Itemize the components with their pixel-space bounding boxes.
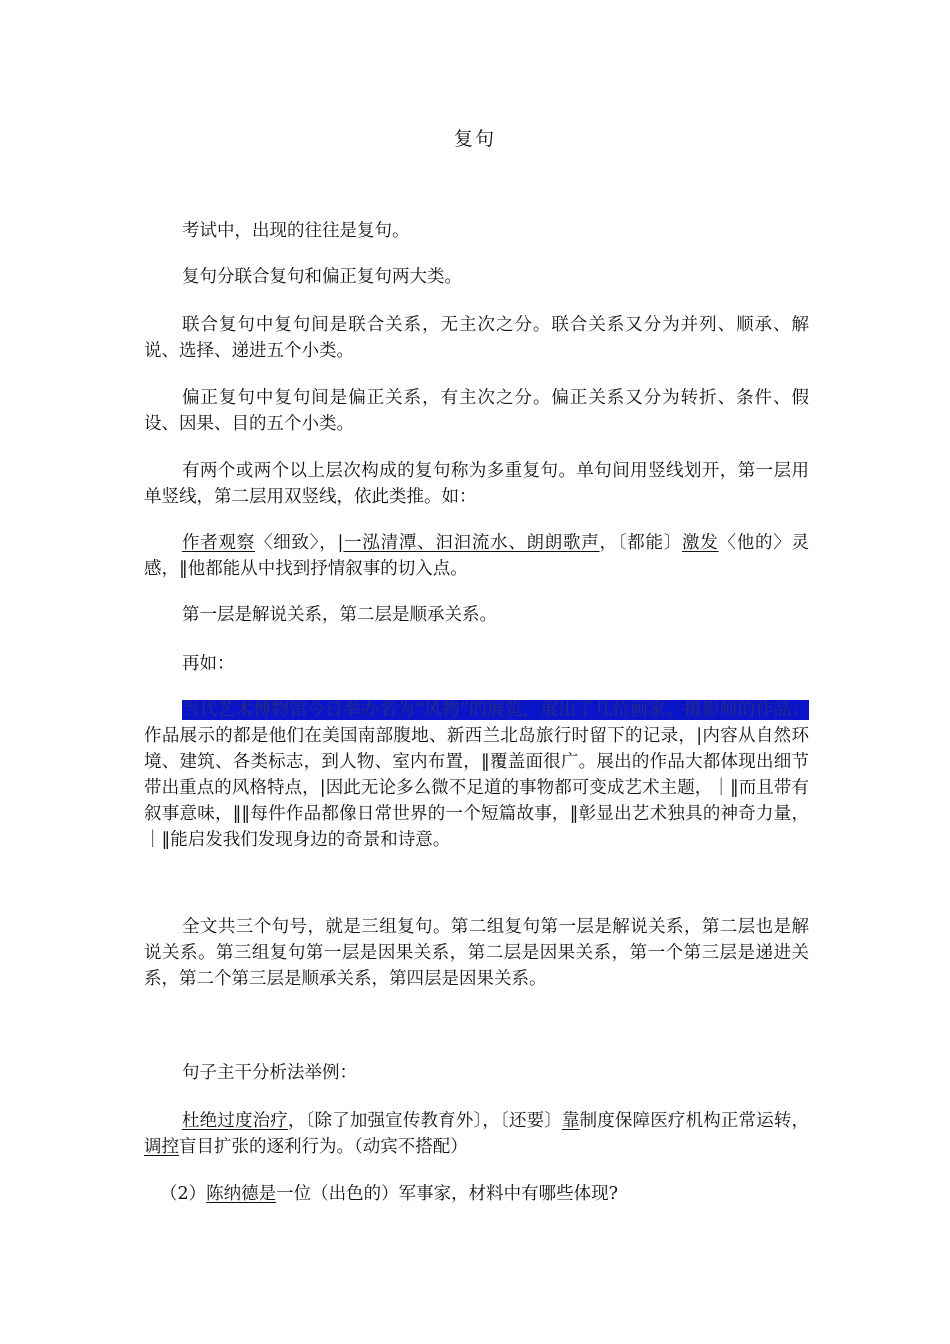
paragraph-analysis-1: 第一层是解说关系，第二层是顺承关系。	[182, 605, 497, 625]
paragraph-multi-level: 有两个或两个以上层次构成的复句称为多重复句。单句间用竖线划开，第一层用单竖线，第二层用双竖线，依此类推。如：	[144, 461, 809, 507]
page-title: 复句	[453, 128, 496, 150]
subject-underline: 陈纳德是	[206, 1184, 277, 1204]
example-sentence-3: 杜绝过度治疗，〔除了加强宣传教育外〕，〔还要〕靠制度保障医疗机构正常运转，调控盲目扩张的逐利行为。（动宾不搭配）	[144, 1111, 810, 1157]
predicate-underline: 激发	[682, 533, 719, 553]
example-sentence-1: 作者观察〈细致〉，|一泓清潭、汩汩流水、朗朗歌声，〔都能〕激发〈他的〉灵感，‖他都能从中找到抒情叙事的切入点。	[144, 533, 810, 579]
subject-underline: 一泓清潭、汩汩流水、朗朗歌声	[343, 533, 600, 553]
paragraph-analysis-2: 全文共三个句号，就是三组复句。第二组复句第一层是解说关系，第二层也是解说关系。第三组复句第一层是因果关系，第二层是因果关系，第一个第三层是递进关系，第二个第三层是顺承关系，第四层是因果关系。	[144, 917, 809, 989]
paragraph-categories: 复句分联合复句和偏正复句两大类。	[182, 267, 462, 287]
highlighted-text: 当代艺术博物馆今日举办名为“风物”的展览，展出了几位画家、摄影师的作品：	[182, 700, 809, 720]
paragraph-coordinate-compound: 联合复句中复句间是联合关系，无主次之分。联合关系又分为并列、顺承、解说、选择、递进五个小类。	[144, 315, 809, 361]
predicate-underline: 靠	[561, 1111, 580, 1131]
paragraph-subordinate-compound: 偏正复句中复句间是偏正关系，有主次之分。偏正关系又分为转折、条件、假设、因果、目的五个小类。	[144, 388, 809, 434]
predicate-underline: 调控	[144, 1137, 179, 1157]
paragraph-intro: 考试中，出现的往往是复句。	[182, 221, 410, 241]
subject-underline: 杜绝过度治疗	[182, 1111, 288, 1131]
subject-underline: 作者观察	[182, 533, 255, 553]
example-sentence-4: （2）陈纳德是一位（出色的）军事家，材料中有哪些体现?	[160, 1184, 619, 1204]
example-sentence-2: 当代艺术博物馆今日举办名为“风物”的展览，展出了几位画家、摄影师的作品：作品展示的都是他们在美国南部腹地、新西兰北岛旅行时留下的记录，|内容从自然环境、建筑、各类标志，到人物、室内布置，‖覆盖面很广。展出的作品大都体现出细节带出重点的风格特点，|因此无论多么微不足道的事物都可变成艺术主题，｜‖而且带有叙事意味，‖‖每件作品都像日常世界的一个短篇故事，‖彰显出艺术独具的神奇力量，｜‖能启发我们发现身边的奇景和诗意。	[144, 700, 809, 850]
paragraph-method-heading: 句子主干分析法举例：	[182, 1063, 357, 1083]
paragraph-another-example: 再如：	[182, 654, 235, 674]
